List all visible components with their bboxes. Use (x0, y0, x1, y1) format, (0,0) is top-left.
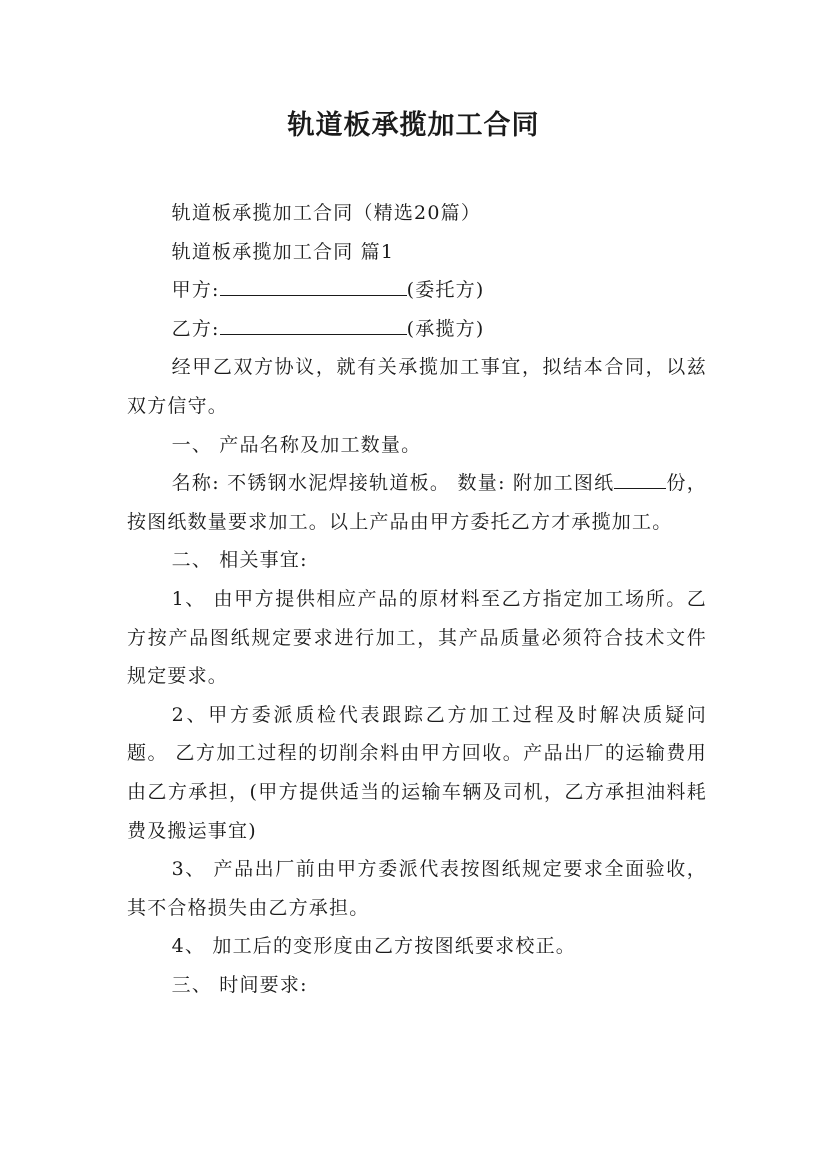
document-body (127, 194, 707, 1004)
item-2: 2、甲方委派质检代表跟踪乙方加工过程及时解决质疑问题。 乙方加工过程的切削余料由甲方回收。产品出厂的运输费用由乙方承担，(甲方提供适当的运输车辆及司机，乙方承担油料耗费及搬运事宜) (127, 703, 707, 842)
party-b-line (127, 310, 707, 349)
party-a-suffix: (委托方) (406, 279, 485, 302)
party-b-label: 乙方: (171, 317, 220, 340)
heading-2: 二、 相关事宜: (171, 549, 308, 572)
heading-3: 三、 时间要求: (171, 973, 308, 996)
product-line-end: 份，按图纸数量要求加工。以上产品由甲方委托乙方才承揽加工。 (127, 472, 707, 533)
intro-paragraph: 经甲乙双方协议，就有关承揽加工事宜，拟结本合同，以兹双方信守。 (127, 356, 707, 417)
party-b-suffix: (承揽方) (406, 317, 485, 340)
heading-1: 一、 产品名称及加工数量。 (171, 433, 422, 456)
party-b-blank (220, 312, 407, 335)
subtitle: 轨道板承揽加工合同（精选20篇） (171, 202, 482, 224)
party-a-line (127, 271, 707, 310)
party-a-label: 甲方: (171, 279, 220, 302)
document-title: 轨道板承揽加工合同 (287, 110, 540, 141)
party-a-blank (220, 273, 407, 296)
product-line-start: 名称: 不锈钢水泥焊接轨道板。 数量: 附加工图纸 (171, 472, 615, 495)
item-3: 3、 产品出厂前由甲方委派代表按图纸规定要求全面验收，其不合格损失由乙方承担。 (127, 858, 707, 919)
item-1: 1、 由甲方提供相应产品的原材料至乙方指定加工场所。乙方按产品图纸规定要求进行加工，其产品质量必须符合技术文件规定要求。 (127, 587, 707, 688)
drawing-count-blank (614, 466, 666, 489)
section-heading: 轨道板承揽加工合同 篇1 (171, 240, 395, 263)
item-4: 4、 加工后的变形度由乙方按图纸要求校正。 (171, 935, 576, 958)
product-paragraph (127, 464, 707, 541)
